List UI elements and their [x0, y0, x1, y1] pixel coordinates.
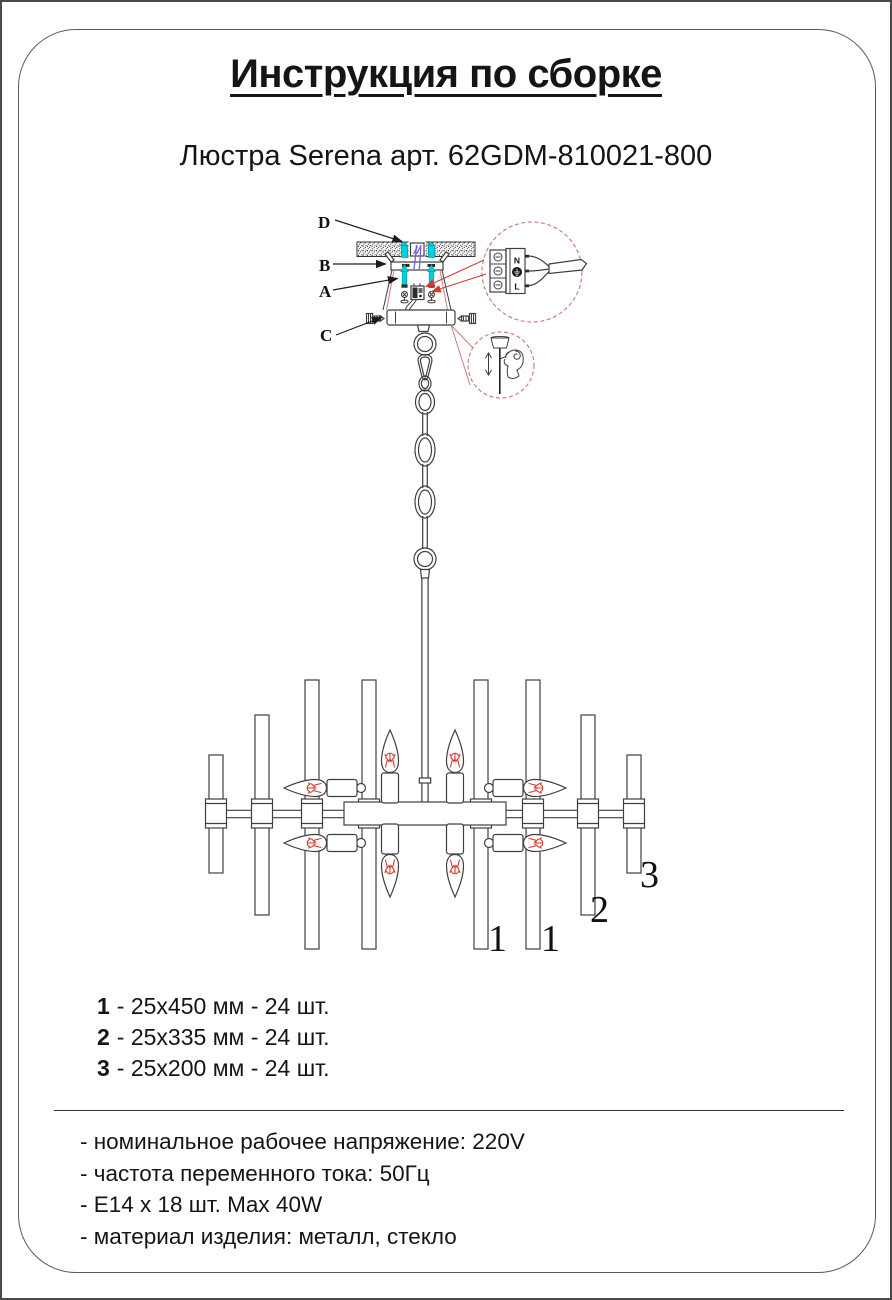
- ceiling-assembly: [357, 241, 476, 332]
- list-item: [97, 1055, 330, 1086]
- part-number: 2: [97, 1024, 110, 1050]
- terminal-n-label: N: [513, 255, 521, 266]
- candle-bulb-icon: [447, 730, 464, 803]
- part-number: 1: [97, 993, 110, 1019]
- canopy-side-screw-icon: [458, 314, 476, 324]
- candle-bulb-icon: [284, 780, 357, 797]
- list-item: [97, 1024, 330, 1055]
- terminal-connector: [490, 249, 525, 294]
- bulb-mount-ring: [485, 839, 494, 848]
- terminal-l-label: L: [514, 281, 520, 292]
- chandelier: [206, 680, 660, 960]
- part-tag-2: 2: [590, 889, 609, 931]
- part-number: 3: [97, 1055, 110, 1081]
- list-item: [97, 993, 330, 1024]
- rod-joint: [419, 778, 430, 783]
- carabiner-hook: [418, 355, 432, 392]
- bulb-mount-ring: [357, 784, 366, 793]
- bulb-mount-ring: [485, 784, 494, 793]
- canopy-cup-icon: [491, 337, 509, 349]
- spec-line-voltage: - номинальное рабочее напряжение: 220V: [80, 1129, 525, 1154]
- assembly-diagram: [2, 2, 892, 1300]
- product-subtitle: Люстра Serena арт. 62GDM-810021-800: [179, 140, 713, 172]
- candle-bulb-icon: [382, 730, 399, 803]
- wire-cable: [525, 255, 587, 287]
- tube-clamp: [624, 799, 645, 828]
- section-divider: [54, 1110, 844, 1111]
- tube-clamp: [252, 799, 273, 828]
- candle-bulb-icon: [284, 835, 357, 852]
- part-description: - 25x450 мм - 24 шт.: [116, 993, 330, 1019]
- rod-coupler: [421, 570, 430, 579]
- candle-bulb-icon: [447, 824, 464, 897]
- callout-b: B: [319, 256, 331, 275]
- page-title: Инструкция по сборке: [230, 52, 662, 96]
- suspension-chain: [414, 333, 436, 803]
- hand-icon: [500, 350, 523, 378]
- canopy: [387, 310, 455, 332]
- tube-clamp: [523, 799, 544, 828]
- terminal-block: [406, 284, 425, 312]
- spec-line-lamps: - E14 x 18 шт. Max 40W: [80, 1192, 323, 1217]
- candle-bulb-icon: [493, 835, 566, 852]
- parts-list: [97, 993, 330, 1086]
- part-tag-1a: 1: [488, 918, 507, 960]
- spec-line-frequency: - частота переменного тока: 50Гц: [80, 1160, 430, 1186]
- center-bar: [344, 802, 506, 825]
- hanging-rod: [422, 578, 428, 803]
- leader-line-d: [335, 220, 402, 242]
- hand-adjust-detail-circle: [451, 325, 534, 398]
- specifications: [80, 1126, 525, 1252]
- leader-line-c: [336, 318, 382, 336]
- callout-a: A: [319, 282, 332, 301]
- part-description: - 25x335 мм - 24 шт.: [116, 1024, 330, 1050]
- candle-bulb-icon: [382, 824, 399, 897]
- part-tag-3: 3: [640, 854, 659, 896]
- callout-c: C: [320, 326, 333, 345]
- bulb-mount-ring: [357, 839, 366, 848]
- part-description: - 25x200 мм - 24 шт.: [116, 1055, 330, 1081]
- part-tag-1b: 1: [541, 918, 560, 960]
- fastener-screw-icon: [428, 292, 435, 303]
- chain-link: [415, 390, 435, 549]
- tube-clamp: [302, 799, 323, 828]
- tube-clamp: [206, 799, 227, 828]
- callout-d: D: [318, 213, 331, 232]
- red-leader-line: [432, 274, 486, 292]
- ground-icon: [512, 267, 522, 277]
- up-down-arrow-icon: [486, 353, 492, 375]
- spec-line-material: - материал изделия: металл, стекло: [80, 1223, 457, 1249]
- tube-clamp: [578, 799, 599, 828]
- fastener-screw-icon: [401, 292, 408, 303]
- candle-bulb-icon: [493, 780, 566, 797]
